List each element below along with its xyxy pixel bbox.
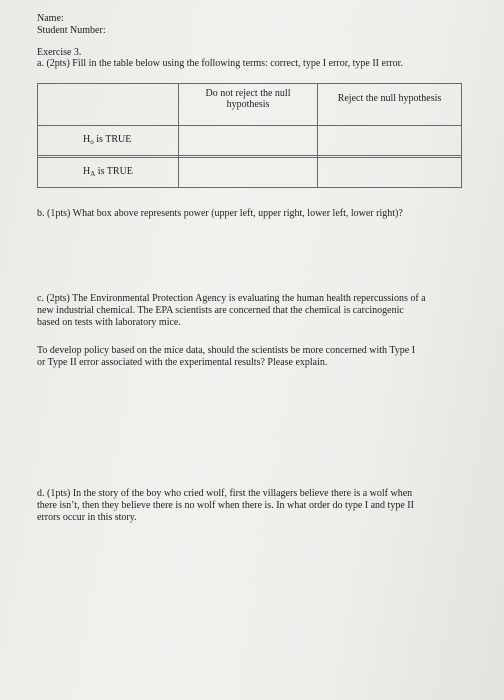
- row-label-text: is TRUE: [95, 165, 133, 177]
- part-c-question-line2: or Type II error associated with the experimental results? Please explain.: [37, 357, 328, 368]
- table-header-row: [38, 84, 462, 126]
- table-corner-cell: [38, 84, 179, 126]
- header-do-not-reject: [179, 84, 318, 126]
- part-c-line2: new industrial chemical. The EPA scientists are concerned that the chemical is carcinogenic: [37, 305, 404, 316]
- row-label-text: is TRUE: [93, 133, 132, 145]
- header-do-not-reject-line1: Do not reject the null: [205, 88, 291, 99]
- answer-cell-lower-right[interactable]: [318, 158, 462, 188]
- part-c-question-line1: To develop policy based on the mice data, should the scientists be more concerned with Type I: [37, 345, 416, 356]
- row-label-ha-true: [38, 158, 179, 188]
- part-d-line3: errors occur in this story.: [37, 512, 137, 523]
- h-subscript: A: [90, 169, 96, 178]
- h-symbol: H: [83, 165, 91, 177]
- exercise-title: Exercise 3.: [37, 47, 82, 58]
- student-number-label: Student Number:: [37, 25, 106, 36]
- h-symbol: H: [83, 133, 91, 145]
- answer-cell-upper-left[interactable]: [179, 126, 318, 156]
- table-row: [38, 158, 462, 188]
- header-reject: Reject the null hypothesis: [318, 84, 462, 126]
- answer-cell-lower-left[interactable]: [179, 158, 318, 188]
- name-label: Name:: [37, 13, 64, 24]
- row-label-h0-true: [38, 126, 179, 156]
- table-row: [38, 126, 462, 156]
- part-b-question: b. (1pts) What box above represents power (upper left, upper right, lower left, lower right)?: [37, 208, 403, 219]
- part-c-line3: based on tests with laboratory mice.: [37, 317, 181, 328]
- part-c-line1: c. (2pts) The Environmental Protection Agency is evaluating the human health repercussions of a: [37, 293, 426, 304]
- h-subscript: o: [90, 137, 94, 146]
- error-type-table: [37, 83, 462, 188]
- part-d-line2: there isn’t, then they believe there is no wolf when there is. In what order do type I and type II: [37, 500, 414, 511]
- part-a-instructions: a. (2pts) Fill in the table below using the following terms: correct, type I error, type II error.: [37, 58, 403, 69]
- answer-cell-upper-right[interactable]: [318, 126, 462, 156]
- part-d-line1: d. (1pts) In the story of the boy who cried wolf, first the villagers believe there is a wolf when: [37, 488, 413, 499]
- header-do-not-reject-line2: hypothesis: [226, 99, 270, 110]
